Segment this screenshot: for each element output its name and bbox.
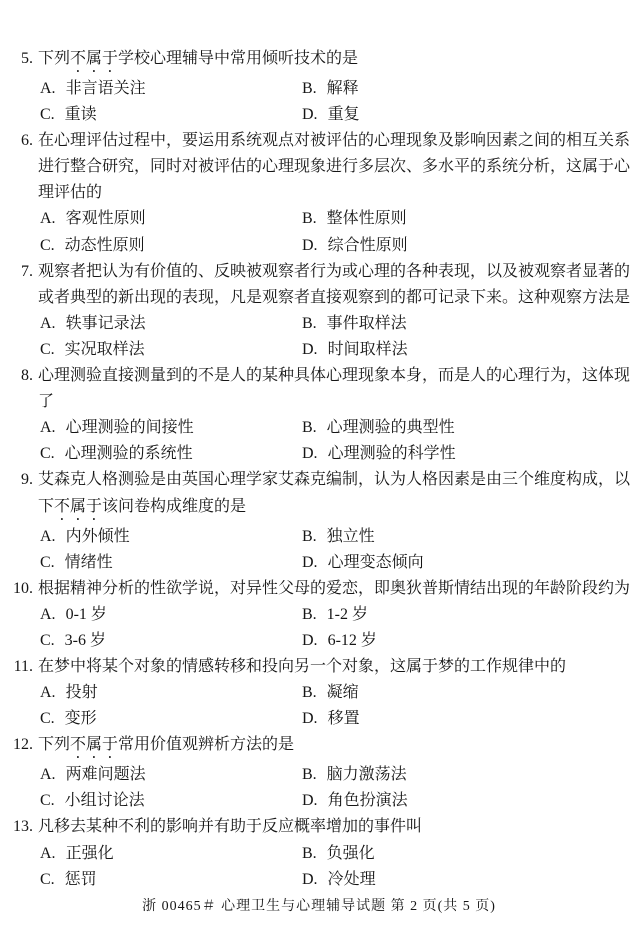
question-stem-line — [0, 467, 638, 493]
option-row — [0, 415, 638, 441]
option-label: C. — [40, 631, 55, 649]
option-text: 解释 — [326, 80, 359, 97]
option-c — [40, 867, 302, 893]
option-label: A. — [40, 527, 56, 545]
question-number: 11. — [13, 657, 33, 675]
option-a — [40, 415, 302, 441]
option-b — [302, 415, 638, 441]
option-b — [302, 311, 638, 337]
option-label: B. — [302, 766, 317, 784]
option-label: D. — [302, 236, 318, 254]
question-stem-line — [0, 654, 638, 680]
option-row — [0, 102, 638, 128]
option-text: 重读 — [64, 106, 97, 124]
question-stem-text — [33, 128, 630, 154]
option-row — [0, 788, 638, 814]
question-list — [0, 46, 638, 893]
option-b — [302, 206, 638, 232]
question-stem-text — [33, 363, 630, 389]
stem-text-segment: 理评估的 — [38, 184, 103, 202]
question-stem-line — [0, 814, 638, 840]
option-label: A. — [40, 210, 56, 228]
option-text: 小组讨论法 — [64, 792, 145, 810]
emphasized-text: 不属于 — [54, 497, 103, 515]
question-number: 7. — [21, 262, 33, 280]
question-stem-line — [0, 259, 638, 285]
option-c — [40, 706, 302, 732]
stem-text-segment: 该问卷构成维度的是 — [102, 497, 247, 515]
question-stem-line — [0, 154, 638, 180]
option-label: D. — [302, 445, 318, 463]
question-stem-text — [33, 576, 630, 602]
option-label: C. — [40, 445, 55, 463]
option-b — [302, 76, 638, 102]
option-label: A. — [40, 684, 56, 702]
stem-text-segment: 观察者把认为有价值的、反映被观察者行为或心理的各种表现，以及被观察者显著的 — [38, 262, 631, 280]
option-text: 0-1 岁 — [65, 605, 107, 623]
stem-text-segment: 凡移去某种不利的影响并有助于反应概率增加的事件叫 — [38, 818, 423, 836]
option-label: D. — [302, 792, 318, 810]
option-row — [0, 706, 638, 732]
option-label: A. — [40, 314, 56, 332]
option-text: 非言语关注 — [65, 80, 146, 97]
option-row — [0, 867, 638, 893]
question-stem-line — [0, 494, 638, 524]
option-text: 惩罚 — [64, 870, 97, 888]
question-stem-text — [33, 732, 294, 762]
question-number: 5. — [21, 50, 33, 67]
option-d — [302, 788, 638, 814]
stem-text-segment: 下 — [38, 497, 55, 515]
option-label: A. — [40, 419, 56, 437]
question-stem-line — [0, 389, 638, 415]
option-label: B. — [302, 210, 317, 228]
stem-text-segment: 下列 — [38, 736, 71, 754]
option-b — [302, 762, 638, 788]
option-a — [40, 76, 302, 102]
option-b — [302, 602, 638, 628]
question-13 — [0, 814, 638, 892]
option-row — [0, 762, 638, 788]
option-row — [0, 76, 638, 102]
option-label: B. — [302, 419, 317, 437]
option-row — [0, 550, 638, 576]
option-d — [302, 550, 638, 576]
question-stem-line — [0, 180, 638, 206]
option-text: 实况取样法 — [64, 340, 145, 358]
option-text: 变形 — [64, 710, 97, 728]
option-d — [302, 628, 638, 654]
question-11 — [0, 654, 638, 732]
option-d — [302, 867, 638, 893]
option-c — [40, 233, 302, 259]
option-d — [302, 233, 638, 259]
option-c — [40, 550, 302, 576]
option-text: 移置 — [327, 710, 360, 728]
option-text: 凝缩 — [326, 684, 359, 702]
question-stem-text — [38, 393, 54, 410]
stem-text-segment: 或者典型的新出现的表现，凡是观察者直接观察到的都可记录下来。这种观察方法是 — [38, 288, 631, 306]
option-text: 负强化 — [326, 844, 375, 862]
option-text: 投射 — [65, 684, 98, 702]
option-c — [40, 788, 302, 814]
option-text: 内外倾性 — [65, 527, 130, 545]
question-stem-text — [38, 289, 630, 306]
option-label: C. — [40, 710, 55, 728]
option-a — [40, 206, 302, 232]
option-label: C. — [40, 106, 55, 124]
question-stem-text — [33, 259, 630, 285]
question-10 — [0, 576, 638, 654]
emphasized-text: 不属于 — [70, 50, 119, 67]
option-label: B. — [302, 314, 317, 332]
question-stem-line — [0, 732, 638, 762]
option-label: D. — [302, 106, 318, 124]
option-text: 重复 — [327, 106, 360, 124]
option-label: C. — [40, 553, 55, 571]
question-number: 13. — [13, 818, 33, 836]
question-stem-text — [33, 467, 630, 493]
question-stem-text — [33, 814, 422, 840]
option-a — [40, 602, 302, 628]
question-number: 12. — [13, 736, 33, 754]
question-stem-line — [0, 128, 638, 154]
option-text: 客观性原则 — [65, 210, 146, 228]
option-label: D. — [302, 553, 318, 571]
option-text: 综合性原则 — [327, 236, 408, 254]
page-footer: 浙 00465＃ 心理卫生与心理辅导试题 第 2 页(共 5 页) — [142, 898, 496, 914]
option-text: 6-12 岁 — [327, 631, 377, 649]
question-12 — [0, 732, 638, 814]
emphasized-text: 不属于 — [70, 736, 119, 754]
question-stem-line — [0, 285, 638, 311]
stem-text-segment: 进行整合研究，同时对被评估的心理现象进行多层次、多水平的系统分析，这属于心 — [38, 158, 631, 176]
option-text: 冷处理 — [327, 870, 376, 888]
option-label: A. — [40, 844, 56, 862]
stem-text-segment: 了 — [38, 393, 55, 411]
stem-text-segment: 在梦中将某个对象的情感转移和投向另一个对象，这属于梦的工作规律中的 — [38, 657, 567, 675]
question-stem-line — [0, 363, 638, 389]
question-stem-text — [38, 184, 102, 201]
option-b — [302, 524, 638, 550]
option-text: 情绪性 — [64, 553, 113, 571]
option-c — [40, 628, 302, 654]
option-text: 心理测验的系统性 — [64, 445, 193, 463]
question-stem-line — [0, 576, 638, 602]
option-a — [40, 762, 302, 788]
option-text: 动态性原则 — [64, 236, 145, 254]
option-b — [302, 841, 638, 867]
option-label: A. — [40, 80, 56, 97]
option-text: 心理变态倾向 — [327, 553, 424, 571]
option-row — [0, 841, 638, 867]
question-stem-line — [0, 46, 638, 76]
option-label: A. — [40, 605, 56, 623]
question-number: 10. — [13, 579, 33, 597]
option-text: 1-2 岁 — [326, 605, 369, 623]
stem-text-segment: 常用价值观辨析方法的是 — [118, 736, 295, 754]
option-label: B. — [302, 684, 317, 702]
option-row — [0, 311, 638, 337]
question-8 — [0, 363, 638, 467]
stem-text-segment: 根据精神分析的性欲学说，对异性父母的爱恋，即奥狄普斯情结出现的年龄阶段约为 — [38, 579, 631, 597]
option-text: 心理测验的科学性 — [327, 445, 456, 463]
option-c — [40, 337, 302, 363]
stem-text-segment: 下列 — [38, 50, 71, 67]
option-label: D. — [302, 631, 318, 649]
option-label: B. — [302, 605, 317, 623]
option-label: C. — [40, 340, 55, 358]
option-row — [0, 441, 638, 467]
stem-text-segment: 在心理评估过程中，要运用系统观点对被评估的心理现象及影响因素之间的相互关系 — [38, 132, 631, 150]
option-label: B. — [302, 844, 317, 862]
option-d — [302, 441, 638, 467]
option-a — [40, 311, 302, 337]
option-label: D. — [302, 710, 318, 728]
option-text: 心理测验的间接性 — [65, 419, 194, 437]
option-text: 正强化 — [65, 844, 114, 862]
stem-text-segment: 艾森克人格测验是由英国心理学家艾森克编制，认为人格因素是由三个维度构成，以 — [38, 471, 631, 489]
option-text: 脑力激荡法 — [326, 766, 407, 784]
question-number: 9. — [21, 471, 33, 489]
option-text: 独立性 — [326, 527, 375, 545]
option-label: B. — [302, 80, 317, 97]
option-a — [40, 680, 302, 706]
option-text: 心理测验的典型性 — [326, 419, 455, 437]
option-label: C. — [40, 792, 55, 810]
option-label: B. — [302, 527, 317, 545]
option-row — [0, 206, 638, 232]
option-d — [302, 102, 638, 128]
option-text: 整体性原则 — [326, 210, 407, 228]
question-7 — [0, 259, 638, 363]
question-stem-text — [38, 158, 630, 175]
question-stem-text — [33, 46, 358, 76]
option-c — [40, 102, 302, 128]
stem-text-segment: 心理测验直接测量到的不是人的某种具体心理现象本身，而是人的心理行为，这体现 — [38, 367, 631, 385]
option-row — [0, 233, 638, 259]
option-text: 事件取样法 — [326, 314, 407, 332]
option-label: A. — [40, 766, 56, 784]
option-row — [0, 628, 638, 654]
question-number: 8. — [21, 367, 33, 385]
stem-text-segment: 学校心理辅导中常用倾听技术的是 — [118, 50, 359, 67]
option-row — [0, 680, 638, 706]
option-d — [302, 337, 638, 363]
option-text: 时间取样法 — [327, 340, 408, 358]
question-stem-text — [33, 654, 566, 680]
question-9 — [0, 467, 638, 575]
option-label: D. — [302, 870, 318, 888]
option-text: 两难问题法 — [65, 766, 146, 784]
question-stem-text — [38, 498, 246, 515]
option-label: D. — [302, 340, 318, 358]
option-a — [40, 841, 302, 867]
option-b — [302, 680, 638, 706]
question-5 — [0, 46, 638, 128]
option-row — [0, 524, 638, 550]
option-d — [302, 706, 638, 732]
option-text: 轶事记录法 — [65, 314, 146, 332]
option-label: C. — [40, 236, 55, 254]
option-label: C. — [40, 870, 55, 888]
option-row — [0, 337, 638, 363]
option-text: 角色扮演法 — [327, 792, 408, 810]
option-text: 3-6 岁 — [64, 631, 107, 649]
option-c — [40, 441, 302, 467]
option-a — [40, 524, 302, 550]
option-row — [0, 602, 638, 628]
question-number: 6. — [21, 132, 33, 150]
question-6 — [0, 128, 638, 258]
